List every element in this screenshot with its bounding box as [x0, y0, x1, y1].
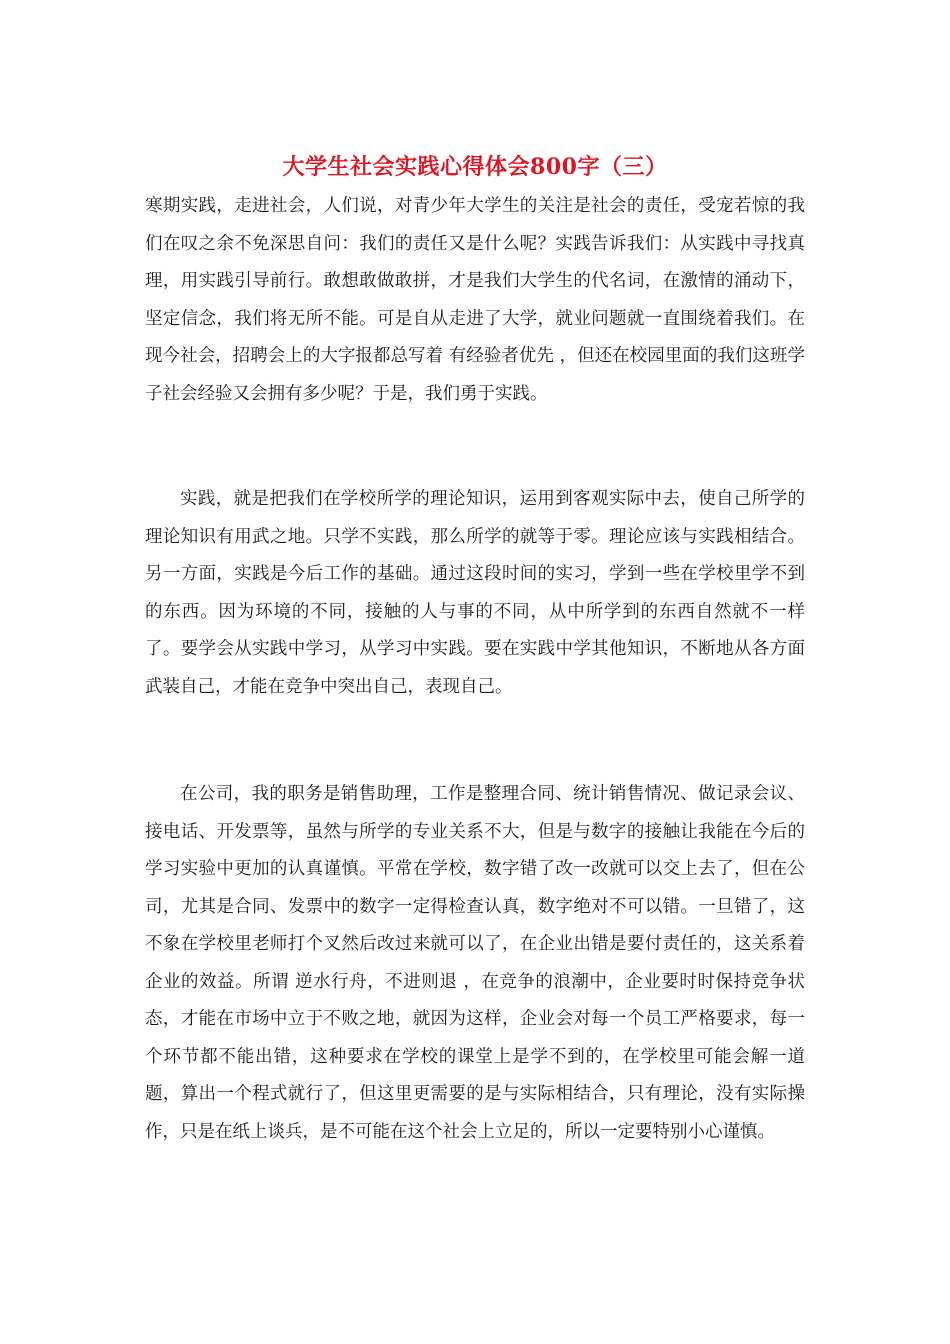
document-page: [145, 150, 805, 1151]
document-title: 大学生社会实践心得体会800字（三）: [282, 154, 668, 180]
paragraph-spacer: [145, 413, 805, 481]
paragraph-3: 在公司，我的职务是销售助理，工作是整理合同、统计销售情况、做记录会议、接电话、开发票等，虽然与所学的专业关系不大，但是与数字的接触让我能在今后的学习实验中更加的认真谨慎。平常在学校，数字错了改一改就可以交上去了，但在公司，尤其是合同、发票中的数字一定得检查认真，数字绝对不可以错。一旦错了，这不象在学校里老师打个叉然后改过来就可以了，在企业出错是要付责任的，这关系着企业的效益。所谓 逆水行舟，不进则退 ，在竞争的浪潮中，企业要时时保持竞争状态，才能在市场中立于不败之地，就因为这样，企业会对每一个员工严格要求，每一个环节都不能出错，这种要求在学校的课堂上是学不到的，在学校里可能会解一道题，算出一个程式就行了，但这里更需要的是与实际相结合，只有理论，没有实际操作，只是在纸上谈兵，是不可能在这个社会上立足的，所以一定要特别小心谨慎。: [145, 784, 805, 1142]
paragraph-1: 寒期实践，走进社会，人们说，对青少年大学生的关注是社会的责任，受宠若惊的我们在叹之余不免深思自问：我们的责任又是什么呢？实践告诉我们：从实践中寻找真理，用实践引导前行。敢想敢做敢拼，才是我们大学生的代名词，在激情的涌动下，坚定信念，我们将无所不能。可是自从走进了大学，就业问题就一直围绕着我们。在现今社会，招聘会上的大字报都总写着 有经验者优先 ，但还在校园里面的我们这班学子社会经验又会拥有多少呢？于是，我们勇于实践。: [145, 196, 805, 404]
paragraph-2: 实践，就是把我们在学校所学的理论知识，运用到客观实际中去，使自己所学的理论知识有用武之地。只学不实践，那么所学的就等于零。理论应该与实践相结合。另一方面，实践是今后工作的基础。通过这段时间的实习，学到一些在学校里学不到的东西。因为环境的不同，接触的人与事的不同，从中所学到的东西自然就不一样了。要学会从实践中学习，从学习中实践。要在实践中学其他知识，不断地从各方面武装自己，才能在竞争中突出自己，表现自己。: [145, 489, 805, 697]
paragraph-spacer: [145, 706, 805, 776]
